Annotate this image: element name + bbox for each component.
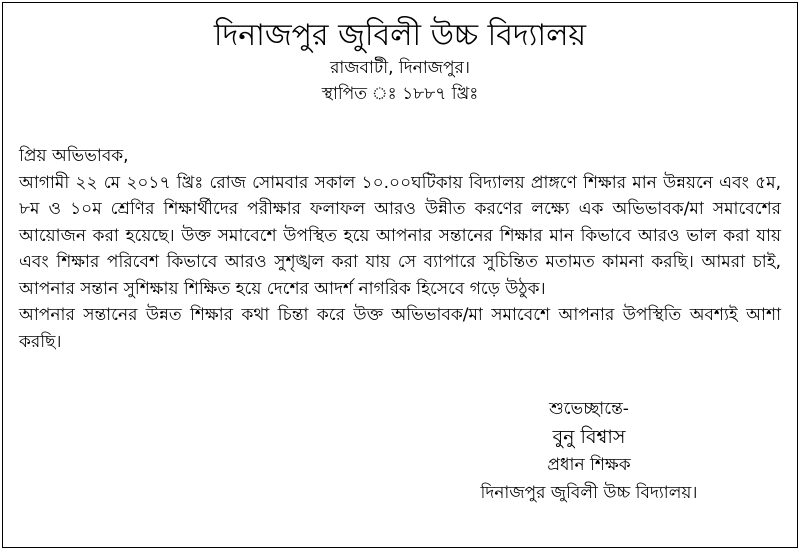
school-address: রাজবাটী, দিনাজপুর। xyxy=(330,58,470,78)
signature-block xyxy=(459,395,719,507)
signatory-designation: প্রধান শিক্ষক xyxy=(547,455,631,475)
paragraph-1: আগামী ২২ মে ২০১৭ খ্রিঃ রোজ সোমবার সকাল ১০.০০ঘটিকায় বিদ্যালয় প্রাঙ্গণে শিক্ষার মান উন্নয়নে এবং ৫ম, ৮ম ও ১০ম শ্রেণির শিক্ষার্থীদের পরীক্ষার ফলাফল আরও উন্নীত করণের লক্ষ্যে এক অভিভাবক/মা সমাবেশের আয়োজন করা হয়েছে। উক্ত সমাবেশে উপস্থিত হয়ে আপনার সন্তানের শিক্ষার মান কিভাবে আরও ভাল করা যায় এবং শিক্ষার পরিবেশ কিভাবে আরও সুশৃঙ্খল করা যায় সে ব্যাপারে সুচিন্তিত মতামত কামনা করছি। আমরা চাই, আপনার সন্তান সুশিক্ষায় শিক্ষিত হয়ে দেশের আদর্শ নাগরিক হিসেবে গড়ে উঠুক। xyxy=(19,172,781,299)
signatory-school: দিনাজপুর জুবিলী উচ্চ বিদ্যালয়। xyxy=(480,483,698,503)
salutation: প্রিয় অভিভাবক, xyxy=(19,146,129,166)
closing-text: শুভেচ্ছান্তে- xyxy=(549,399,629,419)
established-date: স্থাপিত ঃ ১৮৮৭ খ্রিঃ xyxy=(321,84,479,104)
school-name: দিনাজপুর জুবিলী উচ্চ বিদ্যালয় xyxy=(213,18,587,53)
letter-page xyxy=(2,2,798,548)
letter-header xyxy=(3,3,797,107)
paragraph-2: আপনার সন্তানের উন্নত শিক্ষার কথা চিন্তা করে উক্ত অভিভাবক/মা সমাবেশে আপনার উপস্থিতি অবশ্যই আশা করছি। xyxy=(19,305,781,352)
letter-body xyxy=(19,143,781,355)
signatory-name: বুনু বিশ্বাস xyxy=(552,426,626,448)
